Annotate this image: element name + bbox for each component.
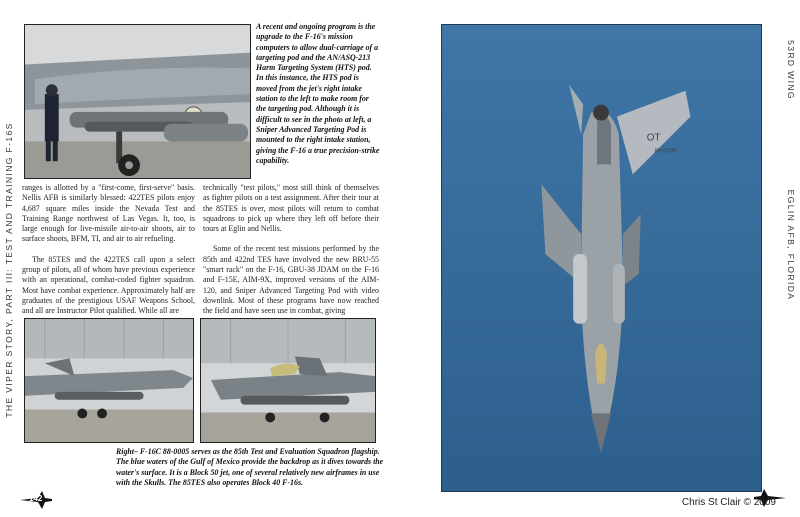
- bottom-photo-caption: Right– F-16C 88-0005 serves as the 85th Test and Evaluation Squadron flagship. The blue waters of the Gulf of Mexico provide the backdrop as it dives towards the water's surface. It is a Block 50 jet, one of several relatively new airframes in use with the Skulls. The 85TES also operates Block 40 F-16s.: [116, 447, 384, 487]
- page-number: 142: [29, 494, 43, 503]
- photo-credit: Chris St Clair © 2009: [681, 497, 776, 508]
- photo-f16-over-gulf: [441, 24, 762, 492]
- right-spine-titles: [784, 40, 798, 301]
- photo-f16-hangar-left: [24, 318, 194, 443]
- body-col1-para1: ranges is allotted by a "first-come, first-serve" basis. Nellis AFB is similarly blessed: 422TES pilots enjoy 4,687 square miles inside the Nevada Test and Training Range northwest of Las Vegas. It, too, is large enough for live-missile air-to-air shoots, air to surface shoots, BFM, TI, and air to air refueling.: [22, 183, 195, 244]
- top-photo-caption: A recent and ongoing program is the upgrade to the F-16's mission computers to allow dual-carriage of a targeting pod and the AN/ASQ-213 Harm Targeting System (HTS) pod. In this instance, the HTS pod is moved from the jet's right intake station to the left to make room for the targeting pod. Although it is difficult to see in the photo at left, a Sniper Advanced Targeting Pod is mounted to the right intake station, giving the F-16 a true precision-strike capability.: [256, 22, 380, 165]
- left-spine-text: THE VIPER STORY, PART III: TEST AND TRAINING F-16S: [4, 122, 14, 418]
- tail-serial-marking: 88-0005: [654, 148, 677, 155]
- body-col2-para1: technically "test pilots," most still think of themselves as fighter pilots on a test assignment. After their tour at the 85TES is over, most pilots will return to combat squadrons to pick up where they left off before their tours at Eglin and Nellis.: [203, 183, 379, 234]
- photo-f16-hangar-right: [200, 318, 376, 443]
- right-spine-wing: 53RD WING: [786, 40, 796, 100]
- right-spine-base: EGLIN AFB, FLORIDA: [786, 189, 796, 301]
- body-column-2: [203, 183, 379, 327]
- body-col2-para2: Some of the recent test missions performed by the 85th and 422nd TES have involved the new BRU-55 "smart rack" on the F-16, GBU-38 JDAM on the F-16 and F-15E, AIM-9X, improved versions of the AIM-120, and Sniper Advanced Targeting Pod with video downlink. Most of these programs have now reached the field and have seen use in combat, giving: [203, 244, 379, 316]
- left-spine-title: [2, 60, 16, 480]
- tail-code-marking: OT: [646, 132, 661, 144]
- photo-f16-pods-hangar: [24, 24, 251, 179]
- body-col1-para2: The 85TES and the 422TES call upon a select group of pilots, all of whom have previous experience with an operational, combat-coded fighter squadron. Most have combat experience. Approximately half are graduates of the prestigious USAF Weapons School, and all are Instructor Pilot qualified. While all are: [22, 254, 195, 316]
- body-column-1: [22, 183, 195, 327]
